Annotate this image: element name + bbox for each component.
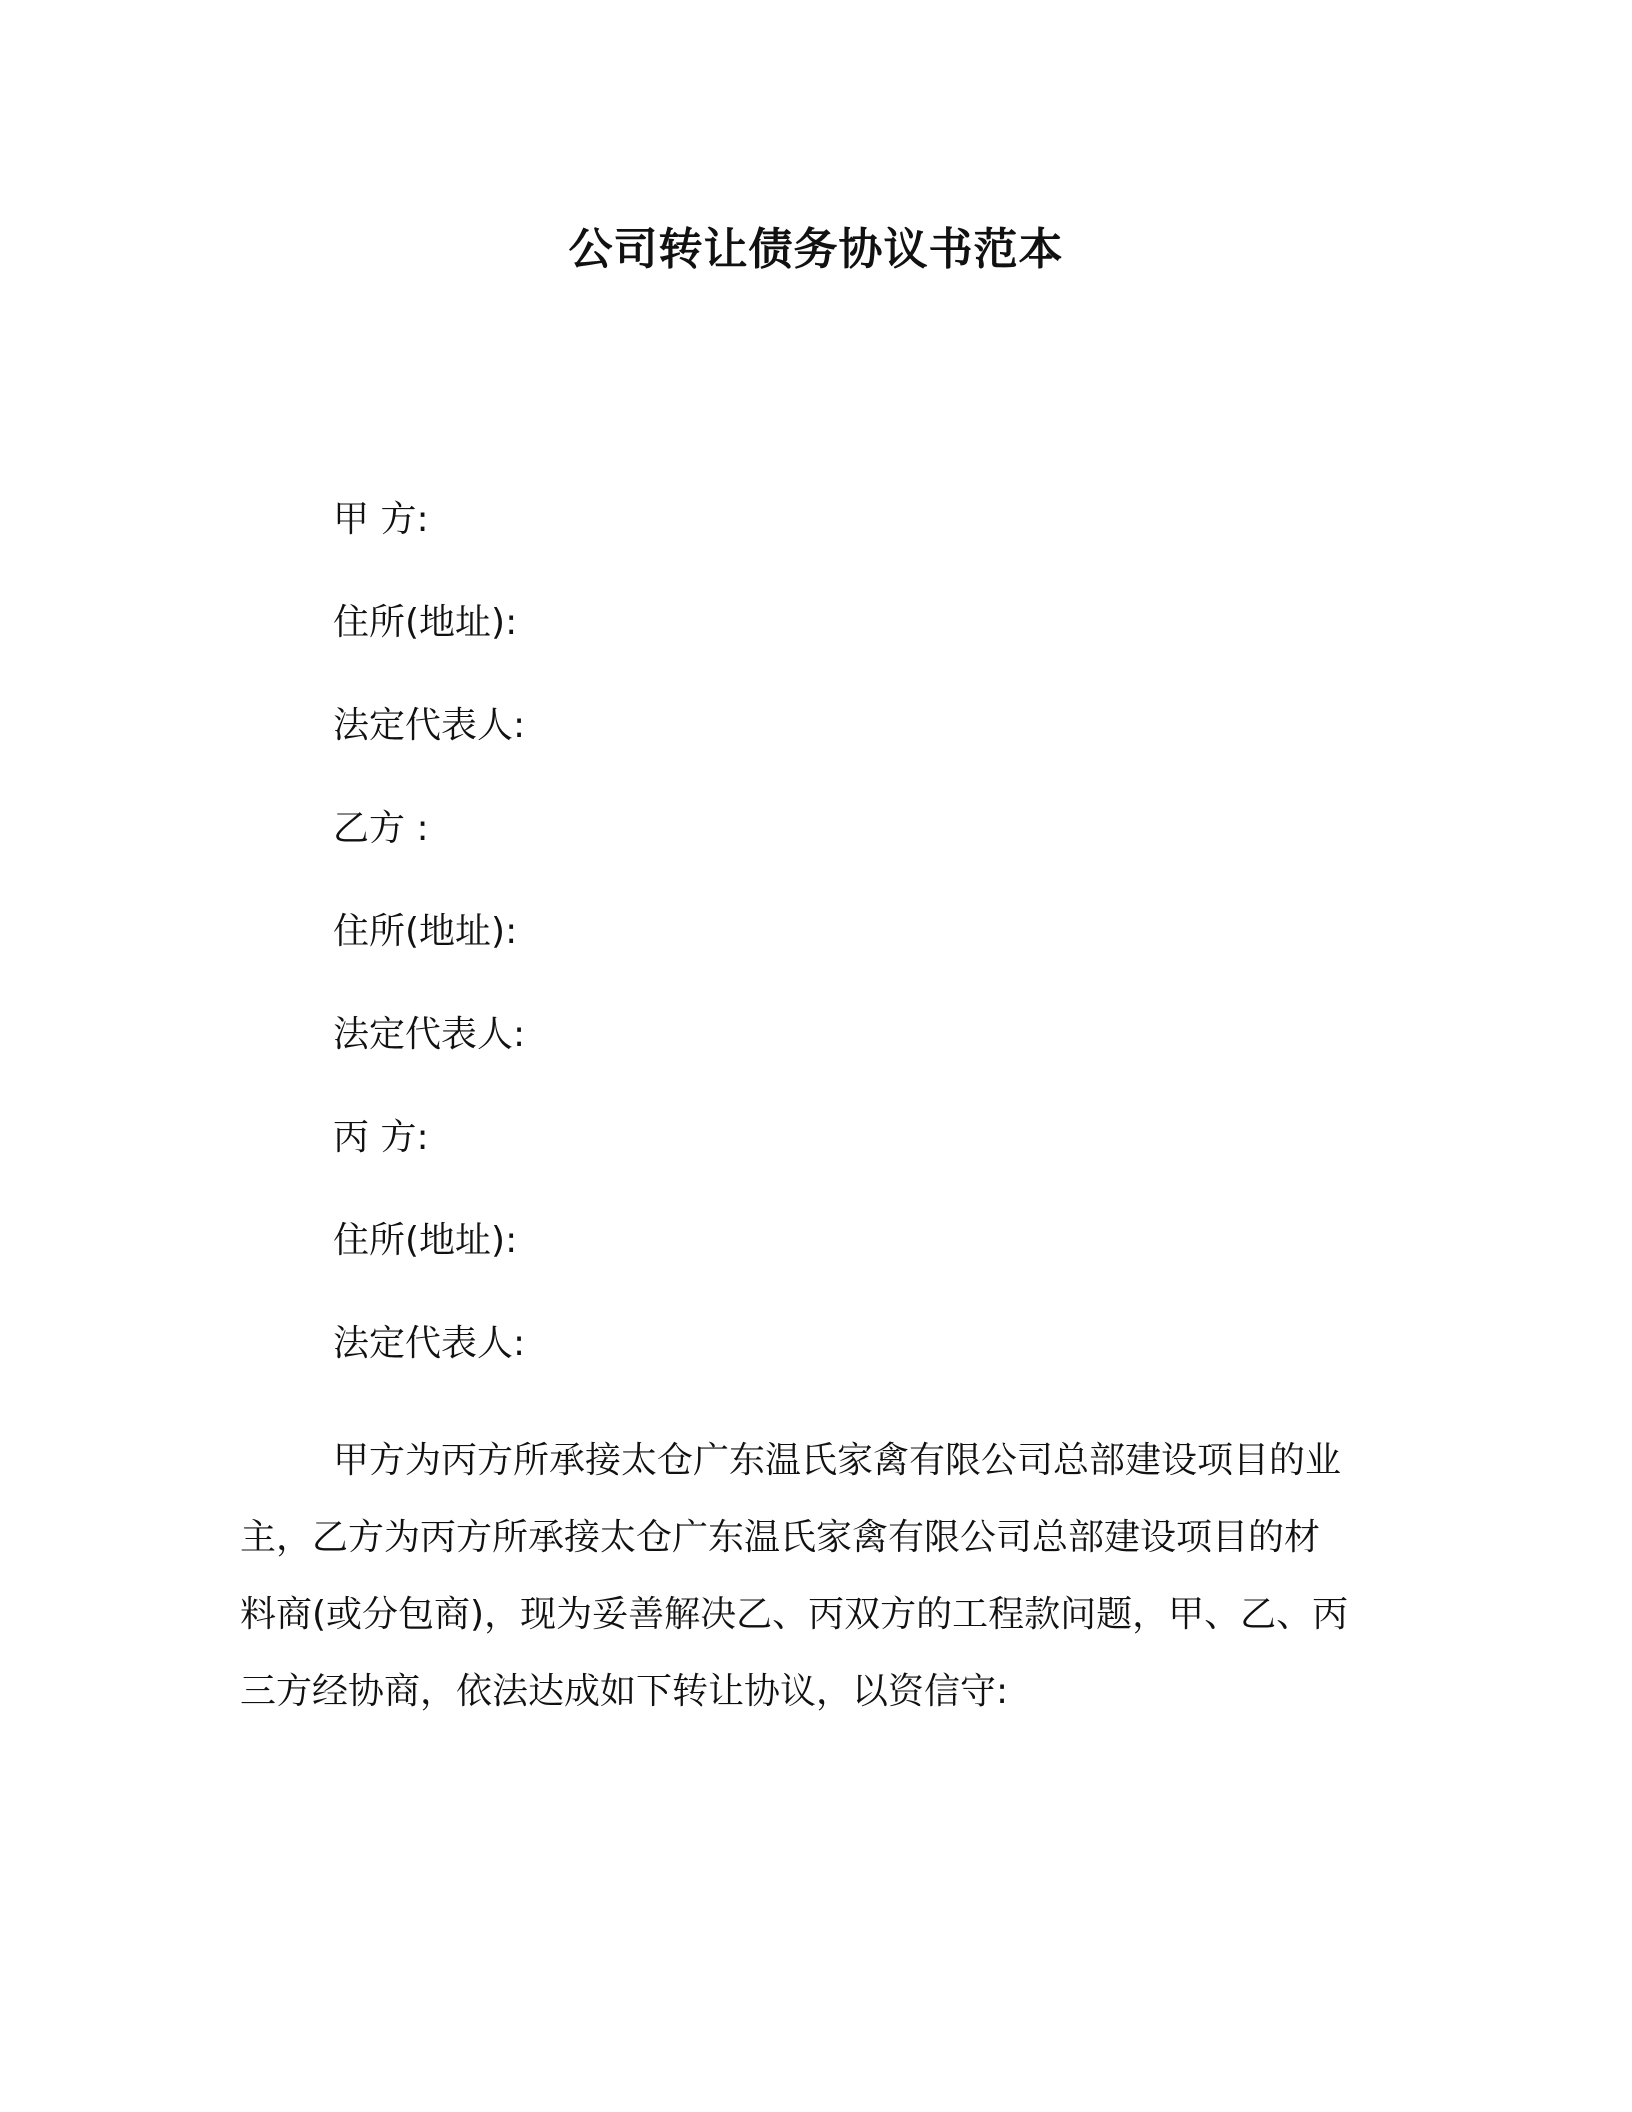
agreement-intro-paragraph bbox=[240, 1422, 1390, 1730]
party-a-representative-label: 法定代表人: bbox=[333, 705, 526, 746]
party-b-label: 乙方 : bbox=[333, 808, 429, 849]
paragraph-line: 主，乙方为丙方所承接太仓广东温氏家禽有限公司总部建设项目的材 bbox=[240, 1517, 1321, 1558]
paragraph-line: 料商(或分包商)，现为妥善解决乙、丙双方的工程款问题，甲、乙、丙 bbox=[240, 1594, 1349, 1635]
party-a-address-label: 住所(地址): bbox=[333, 602, 518, 643]
document-title: 公司转让债务协议书范本 bbox=[568, 224, 1064, 275]
party-c-address-label: 住所(地址): bbox=[333, 1220, 518, 1261]
party-c-label: 丙 方: bbox=[333, 1117, 429, 1158]
party-a-label: 甲 方: bbox=[333, 499, 429, 540]
party-c-representative-label: 法定代表人: bbox=[333, 1323, 526, 1364]
party-b-address-label: 住所(地址): bbox=[333, 911, 518, 952]
party-b-representative-label: 法定代表人: bbox=[333, 1014, 526, 1055]
paragraph-line: 甲方为丙方所承接太仓广东温氏家禽有限公司总部建设项目的业 bbox=[333, 1440, 1342, 1481]
paragraph-line: 三方经协商，依法达成如下转让协议，以资信守: bbox=[240, 1671, 1009, 1712]
